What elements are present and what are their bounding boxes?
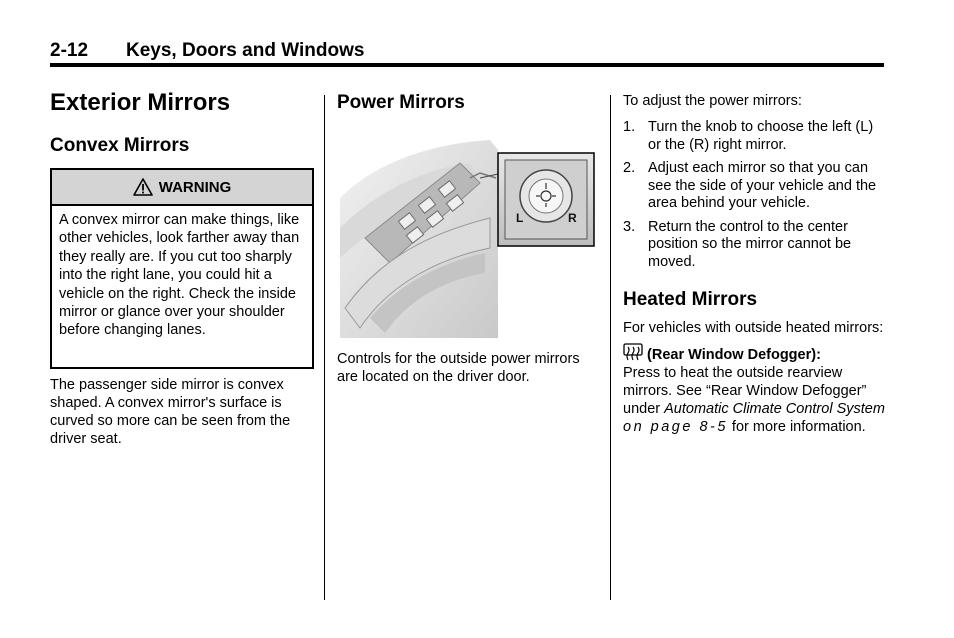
column-1 <box>50 89 314 157</box>
page-title: Exterior Mirrors <box>50 89 231 116</box>
section-heading: Power Mirrors <box>337 92 465 113</box>
defogger-paragraph: (Rear Window Defogger): Press to heat the outside rearview mirrors. See “Rear Window Defogger” under Automatic Climate Control System on page 8-5 for more information. <box>623 343 885 436</box>
section-heading: Heated Mirrors <box>623 289 758 310</box>
column-3 <box>623 92 885 436</box>
page-reference[interactable]: on page 8-5 <box>623 419 728 435</box>
steps-intro: To adjust the power mirrors: <box>623 93 802 109</box>
door-controls-illustration <box>340 138 596 338</box>
section-heading: Convex Mirrors <box>50 135 190 156</box>
page-header <box>50 38 884 66</box>
list-item: 1. Turn the knob to choose the left (L) or the (R) right mirror. <box>623 119 874 153</box>
section-title: Keys, Doors and Windows <box>126 40 365 61</box>
column-divider <box>610 95 611 600</box>
cross-reference-link[interactable]: Automatic Climate Control System <box>664 401 885 417</box>
warning-text: A convex mirror can make things, like other vehicles, look farther away than they really are. If you cut too sharply into the right lane, you could hit a vehicle on the right. Check the inside mirror or glance over your shoulder before changing lanes. <box>59 212 300 339</box>
warning-box <box>50 168 314 369</box>
header-rule <box>50 63 884 67</box>
column-divider <box>324 95 325 600</box>
warning-icon <box>133 178 153 196</box>
figure-label-left: L <box>516 211 524 225</box>
defogger-label: (Rear Window Defogger): <box>647 347 821 363</box>
page-number: 2-12 <box>50 40 89 61</box>
list-item: 3. Return the control to the center position so the mirror cannot be moved. <box>623 218 852 270</box>
body-paragraph: The passenger side mirror is convex shaped. A convex mirror's surface is curved so more can be seen from the driver seat. <box>50 377 291 447</box>
heated-intro: For vehicles with outside heated mirrors: <box>623 320 884 336</box>
warning-header <box>52 170 312 206</box>
warning-label: WARNING <box>158 178 232 196</box>
figure-caption: Controls for the outside power mirrors are located on the driver door. <box>337 351 580 385</box>
steps-list <box>623 119 885 271</box>
figure-label-right: R <box>568 211 577 225</box>
rear-defogger-icon <box>623 343 643 363</box>
list-item: 2. Adjust each mirror so that you can see the side of your vehicle and the area behind your vehicle. <box>623 160 877 211</box>
